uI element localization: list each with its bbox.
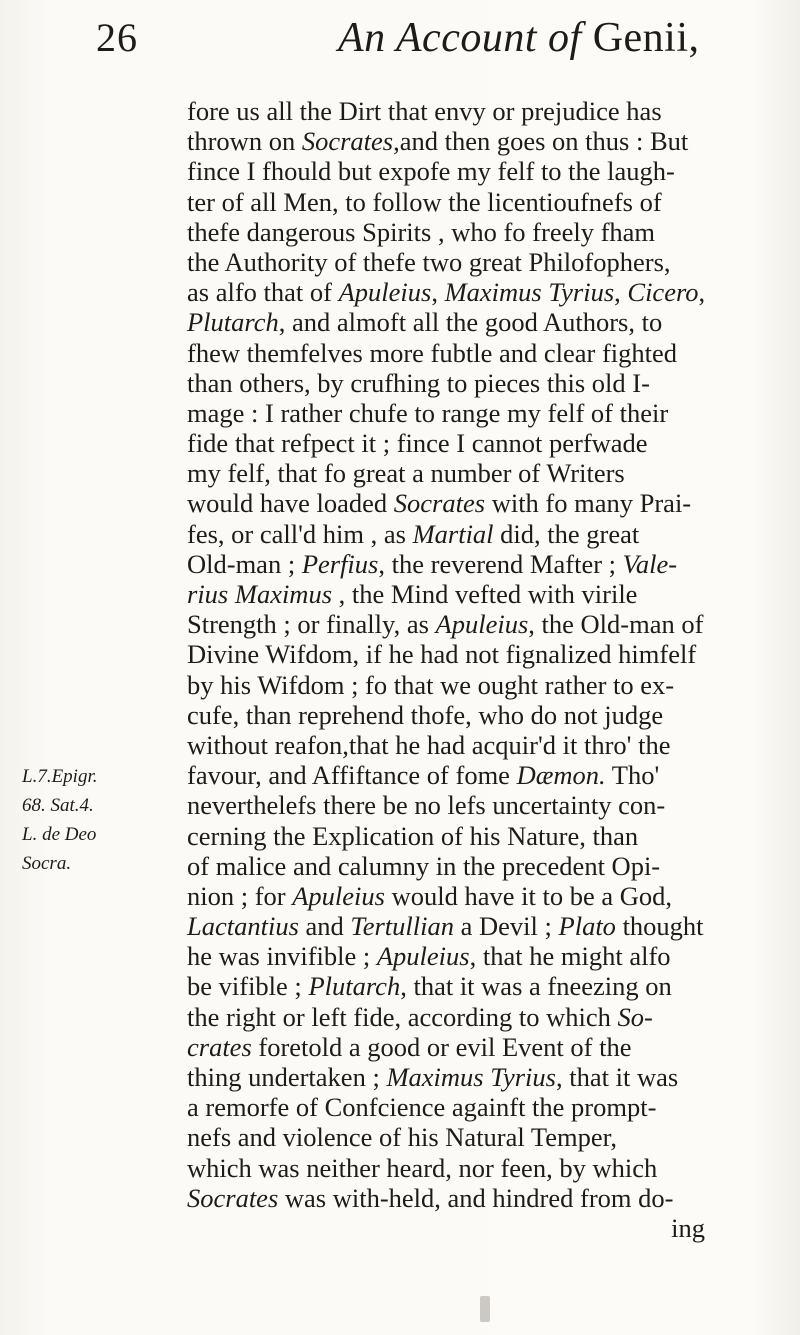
running-title	[338, 14, 700, 62]
italic-text: Plato	[558, 911, 616, 942]
text-line	[187, 96, 747, 126]
catchword: ing	[671, 1212, 705, 1243]
text-segment: thefe dangerous Spirits , who fo freely fham	[187, 216, 656, 247]
italic-text: Socrates	[187, 1182, 279, 1213]
margin-notes	[22, 762, 172, 878]
text-segment: fes, or call'd him , as	[187, 518, 413, 549]
text-line	[187, 760, 747, 790]
italic-text: Socrates	[301, 126, 394, 157]
text-segment: neverthelefs there be no lefs uncertainty con-	[187, 790, 666, 821]
text-segment: Old-man ;	[187, 548, 302, 579]
page-header	[0, 14, 800, 74]
text-segment: ,	[431, 277, 445, 308]
text-segment: with fo many Prai-	[485, 488, 692, 519]
text-line	[187, 911, 747, 941]
running-title-roman: Genii,	[592, 15, 700, 61]
text-line	[187, 187, 747, 217]
italic-text: Apuleius	[338, 277, 432, 308]
text-line	[187, 579, 747, 609]
text-segment: nion ; for	[187, 880, 293, 911]
margin-note: L. de Deo	[22, 824, 97, 845]
text-line	[187, 338, 747, 368]
text-segment: Tho'	[605, 760, 660, 791]
text-segment: fhew themfelves more fubtle and clear fighted	[187, 337, 678, 368]
italic-text: Martial	[412, 518, 494, 549]
text-segment: fide that refpect it ; fince I cannot perfwade	[187, 428, 648, 459]
text-segment: and	[298, 911, 351, 942]
text-line	[187, 519, 747, 549]
italic-text: So-	[617, 1001, 653, 1032]
text-line	[187, 1062, 747, 1092]
text-segment: ter of all Men, to follow the licentioufnefs of	[187, 186, 662, 217]
ink-smudge	[480, 1296, 490, 1322]
italic-text: Apuleius	[292, 880, 385, 911]
text-line	[187, 1122, 747, 1152]
text-line	[187, 790, 747, 820]
text-line	[187, 549, 747, 579]
text-segment: by his Wifdom ; fo that we ought rather to ex-	[187, 669, 675, 700]
text-segment: ,and then goes on thus : But	[393, 126, 689, 157]
text-line	[187, 1153, 747, 1183]
text-segment: did, the great	[493, 518, 640, 549]
italic-text: Socrates	[393, 488, 486, 519]
text-segment: ,	[614, 277, 628, 308]
text-segment: thought	[615, 911, 704, 942]
text-line	[187, 156, 747, 186]
text-segment: was with-held, and hindred from do-	[278, 1182, 674, 1213]
text-segment: the right or left fide, according to which	[187, 1001, 618, 1032]
text-line	[187, 639, 747, 669]
text-segment: fince I fhould but expofe my felf to the laugh-	[187, 156, 675, 187]
text-segment: be vifible ;	[187, 971, 309, 1002]
text-segment: would have loaded	[187, 488, 394, 519]
text-line	[187, 307, 747, 337]
text-segment: than others, by crufhing to pieces this old I-	[187, 367, 650, 398]
text-segment: , the Mind vefted with virile	[332, 579, 638, 609]
margin-note: Socra.	[22, 853, 72, 874]
text-segment: without reafon,that he had acquir'd it thro' the	[187, 729, 671, 760]
text-line	[187, 247, 747, 277]
italic-text: Plutarch	[187, 307, 279, 338]
italic-text: Maximus Tyrius	[386, 1062, 556, 1092]
text-segment: foretold a good or evil Event of the	[251, 1031, 632, 1062]
italic-text: Cicero	[627, 277, 699, 308]
text-line	[187, 1032, 747, 1062]
text-line	[187, 1002, 747, 1032]
text-line	[187, 368, 747, 398]
text-line	[187, 398, 747, 428]
text-segment: a remorfe of Confcience againft the prompt-	[187, 1092, 657, 1123]
text-segment: fore us all the Dirt that envy or prejudice has	[187, 96, 662, 126]
italic-text: Apuleius	[435, 609, 529, 640]
text-segment: favour, and Affiftance of fome	[187, 760, 517, 791]
margin-note: 68. Sat.4.	[22, 795, 94, 816]
text-line	[187, 971, 747, 1001]
text-line	[187, 428, 747, 458]
text-segment: which was neither heard, nor feen, by which	[187, 1152, 658, 1183]
text-line	[187, 277, 747, 307]
italic-text: Dæmon.	[516, 760, 606, 791]
text-segment: as alfo that of	[187, 277, 339, 308]
italic-text: rius Maximus	[187, 579, 333, 609]
page-number: 26	[96, 15, 138, 60]
text-segment: , that he might alfo	[469, 941, 671, 972]
italic-text: Vale-	[622, 548, 678, 579]
text-line	[187, 488, 747, 518]
italic-text: crates	[187, 1031, 252, 1062]
text-segment: cerning the Explication of his Nature, than	[187, 820, 639, 851]
running-title-italic: An Account of	[338, 15, 582, 61]
text-segment: my felf, that fo great a number of Writers	[187, 458, 625, 489]
text-segment: mage : I rather chufe to range my felf of their	[187, 397, 669, 428]
text-segment: thing undertaken ;	[187, 1062, 387, 1092]
text-line	[187, 1183, 747, 1213]
text-line	[187, 941, 747, 971]
text-line	[187, 670, 747, 700]
text-line	[187, 700, 747, 730]
text-segment: Strength ; or finally, as	[187, 609, 436, 640]
text-segment: he was invifible ;	[187, 941, 377, 972]
text-line	[187, 881, 747, 911]
text-line	[187, 217, 747, 247]
text-segment: of malice and calumny in the precedent Opi-	[187, 850, 661, 881]
margin-note: L.7.Epigr.	[22, 766, 98, 787]
text-segment: , and almoft all the good Authors, to	[278, 307, 663, 338]
text-segment: a Devil ;	[454, 911, 559, 942]
italic-text: Plutarch	[308, 971, 401, 1002]
italic-text: Tertullian	[350, 911, 455, 942]
text-segment: ,	[698, 277, 706, 308]
italic-text: Apuleius	[376, 941, 470, 972]
body-text	[187, 96, 747, 1243]
text-line	[187, 458, 747, 488]
text-segment: thrown on	[187, 126, 302, 157]
text-line	[187, 126, 747, 156]
text-segment: , that it was a fneezing on	[400, 971, 672, 1002]
text-segment: would have it to be a God,	[385, 880, 673, 911]
text-segment: the Authority of thefe two great Philofophers,	[187, 246, 671, 277]
text-segment: cufe, than reprehend thofe, who do not judge	[187, 699, 664, 730]
text-line	[187, 1092, 747, 1122]
text-segment: , that it was	[555, 1062, 679, 1092]
text-segment: , the reverend Mafter ;	[378, 548, 623, 579]
text-line	[187, 821, 747, 851]
text-line	[187, 851, 747, 881]
text-segment: nefs and violence of his Natural Temper,	[187, 1122, 618, 1153]
text-segment: Divine Wifdom, if he had not fignalized himfelf	[187, 639, 697, 670]
text-segment: , the Old-man of	[528, 609, 704, 640]
text-line	[187, 730, 747, 760]
italic-text: Lactantius	[187, 911, 299, 942]
italic-text: Maximus Tyrius	[444, 277, 615, 308]
italic-text: Perfius	[301, 548, 379, 579]
text-line	[187, 609, 747, 639]
